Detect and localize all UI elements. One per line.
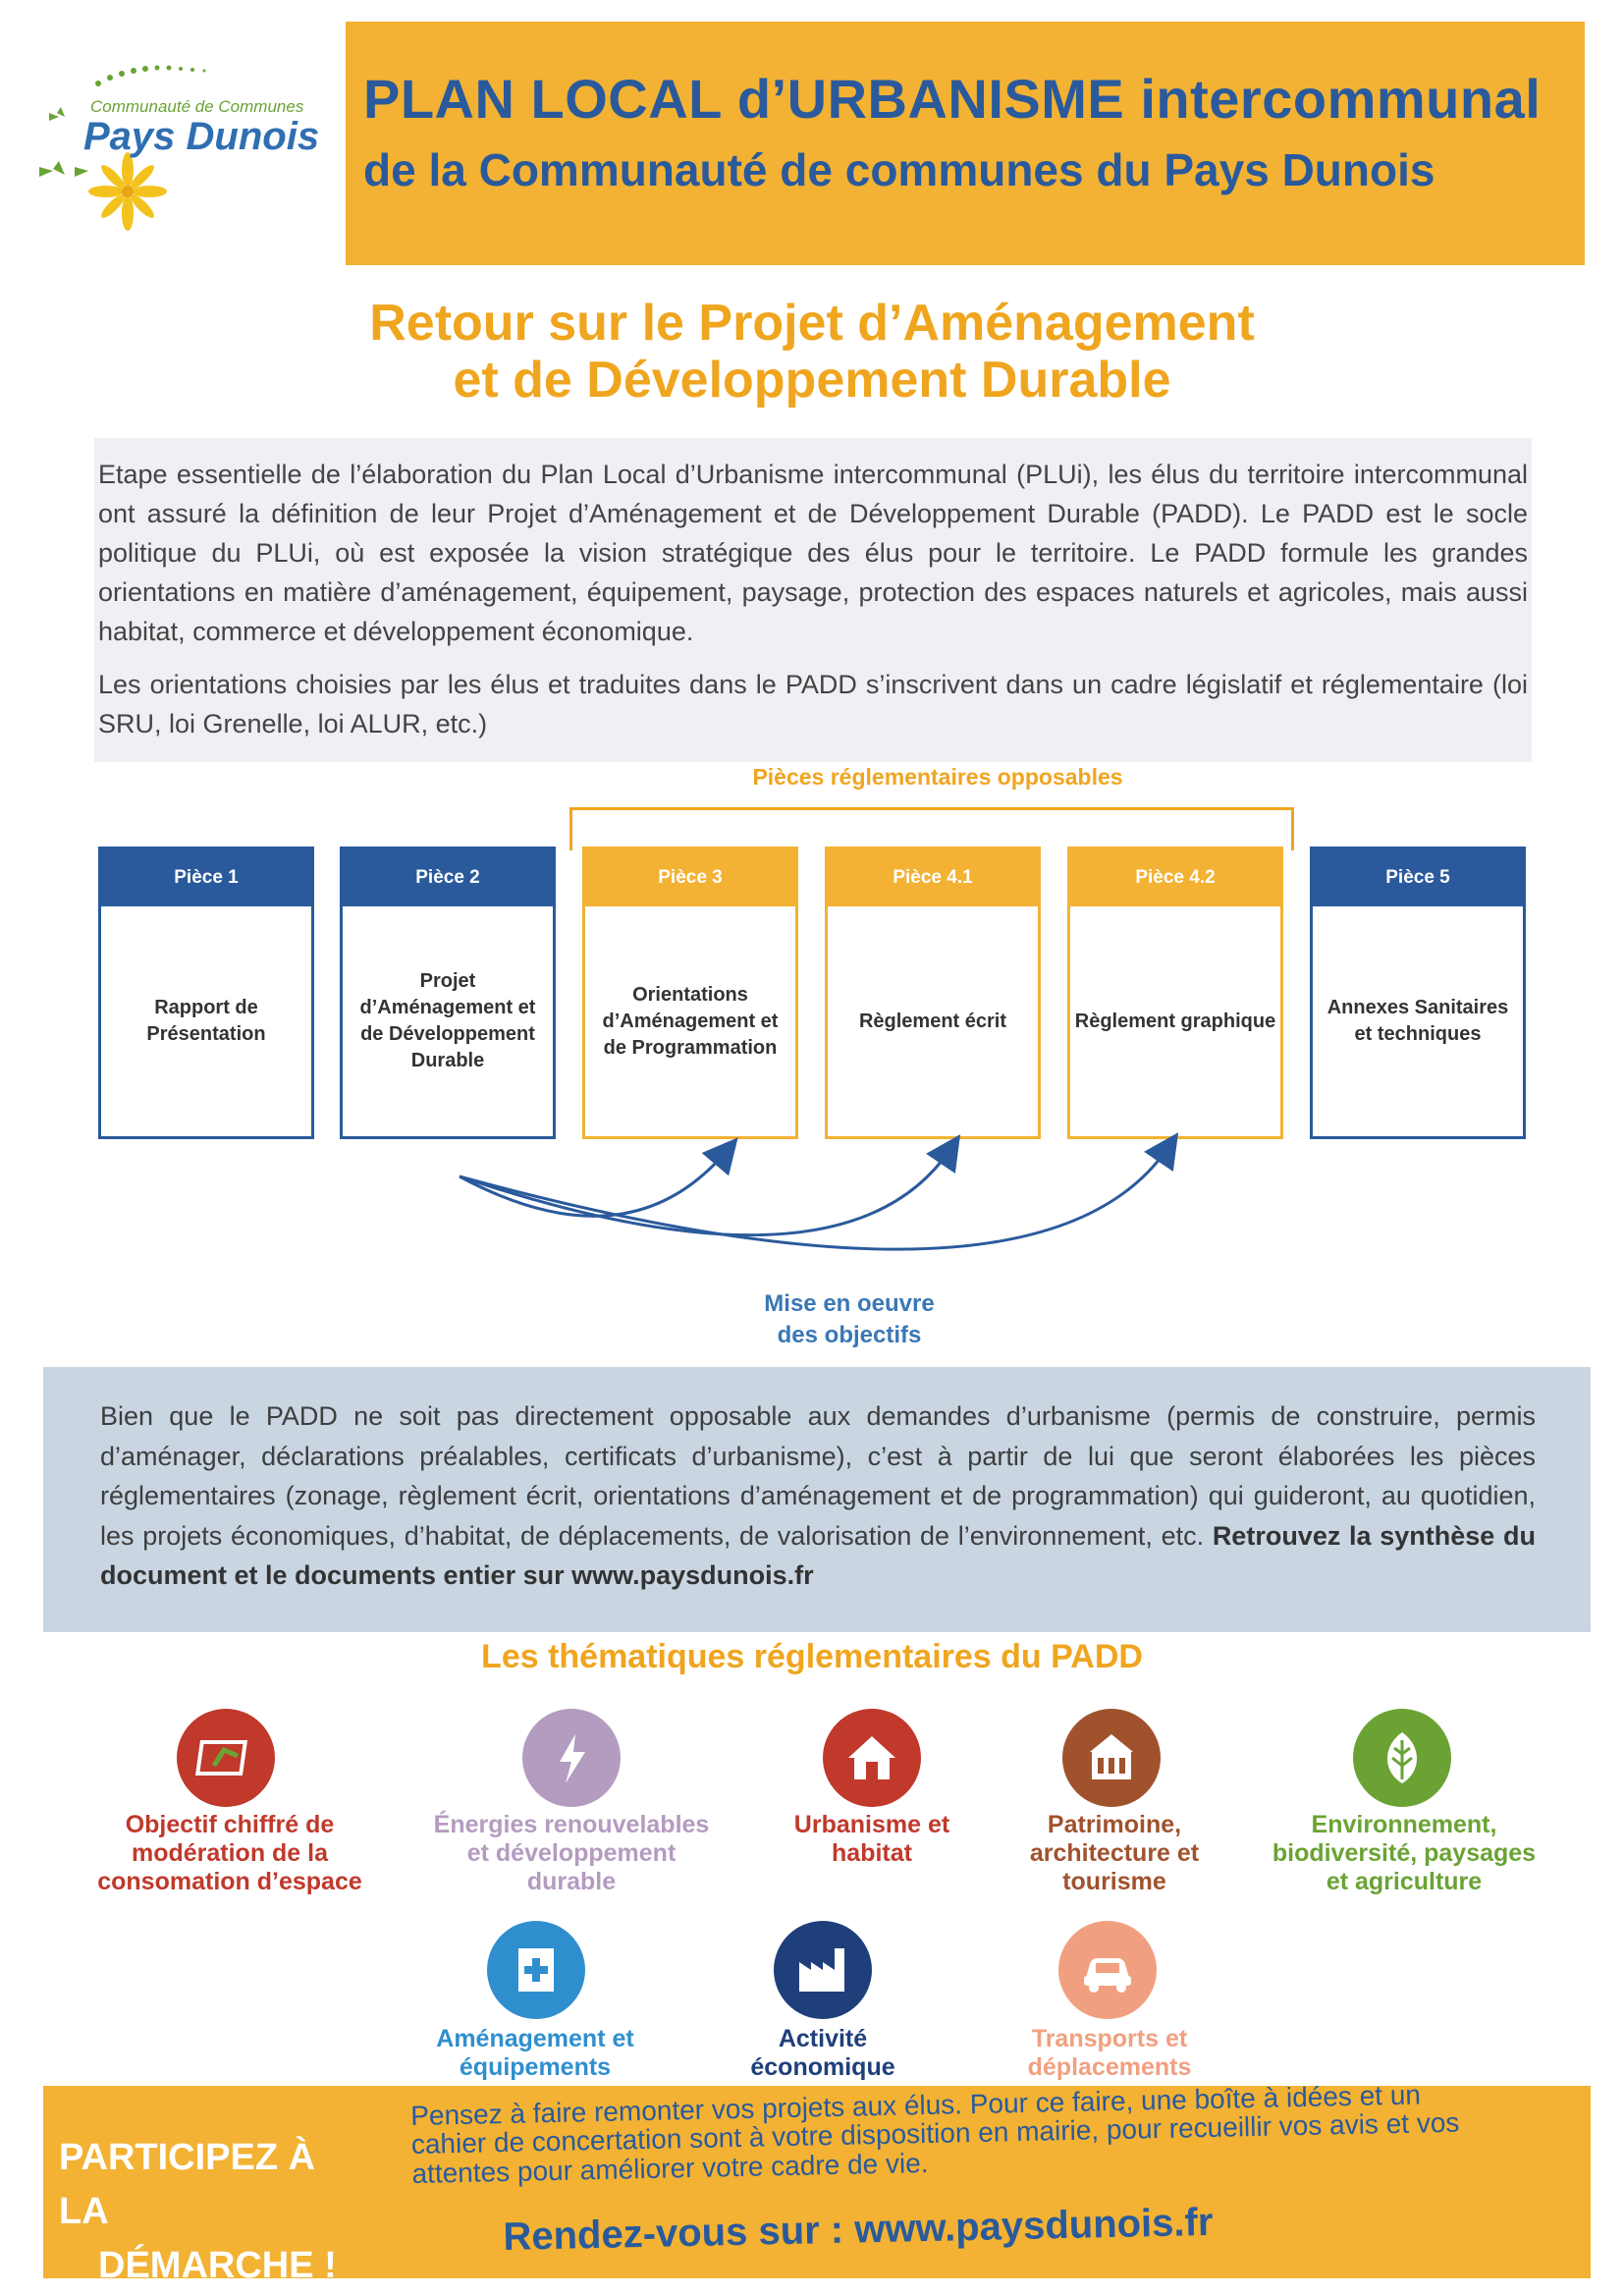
piece-body: Projet d’Aménagement et de Développement Durable [359, 970, 536, 1071]
arrow-to-piece-4-1 [460, 1149, 950, 1235]
themes-title: Les thématiques réglementaires du PADD [481, 1638, 1143, 1675]
piece-header: Pièce 5 [1313, 849, 1523, 906]
footer-text: Pensez à faire remonter vos projets aux élus. Pour ce faire, une boîte à idées et un cahier de concertation sont à votre disposition en mairie, pour recueillir vos avis et vos attentes pour améliorer votre cadre de vie. [409, 2079, 1460, 2189]
factory-icon [774, 1921, 872, 2019]
page-title-line2: et de Développement Durable [453, 352, 1171, 410]
hospital-icon [487, 1921, 585, 2019]
arrow-label-line1: Mise en oeuvre [764, 1290, 935, 1317]
theme-label-6: Aménagement et équipements [436, 2025, 634, 2081]
piece-body: Règlement graphique [1074, 1010, 1276, 1032]
leaf-icon [1353, 1709, 1451, 1807]
logo-title: Pays Dunois [83, 115, 320, 158]
arrow-to-piece-3 [460, 1151, 727, 1216]
piece-body: Annexes Sanitaires et techniques [1326, 997, 1509, 1045]
intro-paragraph-2: Les orientations choisies par les élus et traduites dans le PADD s’inscrivent dans un cadre législatif et réglementaire (loi SRU, loi Grenelle, loi ALUR, etc.) [98, 669, 1528, 738]
bracket-label: Pièces réglementaires opposables [752, 764, 1123, 790]
theme-label-5: Environnement, biodiversité, paysages et agriculture [1272, 1811, 1537, 1895]
padd-info-link-text: Retrouvez la synthèse du document et le documents entier sur www.paysdunois.fr [100, 1520, 1536, 1590]
page-title-line1: Retour sur le Projet d’Aménagement [369, 295, 1255, 352]
monument-icon [1062, 1709, 1161, 1807]
piece-body: Rapport de Présentation [146, 997, 266, 1045]
theme-label-4: Patrimoine, architecture et tourisme [1029, 1811, 1200, 1895]
header-title-suffix: intercommunal [1140, 68, 1542, 130]
footer-call-to-action [59, 2131, 373, 2293]
theme-label-1: Objectif chiffré de modération de la consomation d’espace [97, 1811, 362, 1895]
car-icon [1058, 1921, 1157, 2019]
house-icon [823, 1709, 921, 1807]
arrow-label [687, 1288, 1011, 1352]
theme-label-7: Activité économique [750, 2025, 895, 2081]
theme-label-8: Transports et déplacements [1027, 2025, 1192, 2081]
map-icon [177, 1709, 275, 1807]
piece-body: Règlement écrit [858, 1010, 1007, 1032]
piece-header: Pièce 4.2 [1070, 849, 1280, 906]
piece-header: Pièce 1 [101, 849, 311, 906]
header-subtitle: de la Communauté de communes du Pays Dunois [363, 143, 1435, 195]
arrow-to-piece-4-2 [460, 1147, 1168, 1249]
arrow-label-line2: des objectifs [777, 1322, 922, 1349]
footer-website-link[interactable]: Rendez-vous sur : www.paysdunois.fr [503, 2200, 1214, 2259]
theme-label-2: Énergies renouvelables et développement durable [433, 1811, 710, 1895]
intro-paragraph-1: Etape essentielle de l’élaboration du Plan Local d’Urbanisme intercommunal (PLUi), les élus du territoire intercommunal ont assuré la définition de leur Projet d’Aménagement et de Développement Durable (PADD). Le PADD est le socle politique du PLUi, où est exposée la vision stratégique des élus pour le territoire. Le PADD formule les grandes orientations en matière d’aménagement, équipement, paysage, protection des espaces naturels et agricoles, mais aussi habitat, commerce et développement économique. [98, 460, 1528, 646]
padd-info-box [43, 1367, 1591, 1632]
footer-cta-line1: PARTICIPEZ À LA [59, 2137, 316, 2233]
logo-subtitle: Communauté de Communes [90, 97, 304, 116]
piece-body: Orientations d’Aménagement et de Programmation [602, 983, 779, 1059]
piece-header: Pièce 4.1 [828, 849, 1038, 906]
padd-info-text: Bien que le PADD ne soit pas directement opposable aux demandes d’urbanisme (permis de construire, permis d’aménager, déclarations préalables, certificats d’urbanisme), c’est à partir de lui que seront élaborées les pièces réglementaires (zonage, règlement écrit, orientations d’aménagement et de programmation) qui guideront, au quotidien, les projets économiques, d’habitat, de déplacements, de valorisation de l’environnement, etc. [100, 1401, 1536, 1551]
piece-header: Pièce 2 [343, 849, 553, 906]
header-title-main: PLAN LOCAL d’URBANISME [363, 68, 1125, 130]
energy-icon [522, 1709, 621, 1807]
theme-label-3: Urbanisme et habitat [793, 1811, 950, 1867]
footer-cta-line2: DÉMARCHE ! [98, 2245, 337, 2287]
piece-header: Pièce 3 [585, 849, 795, 906]
